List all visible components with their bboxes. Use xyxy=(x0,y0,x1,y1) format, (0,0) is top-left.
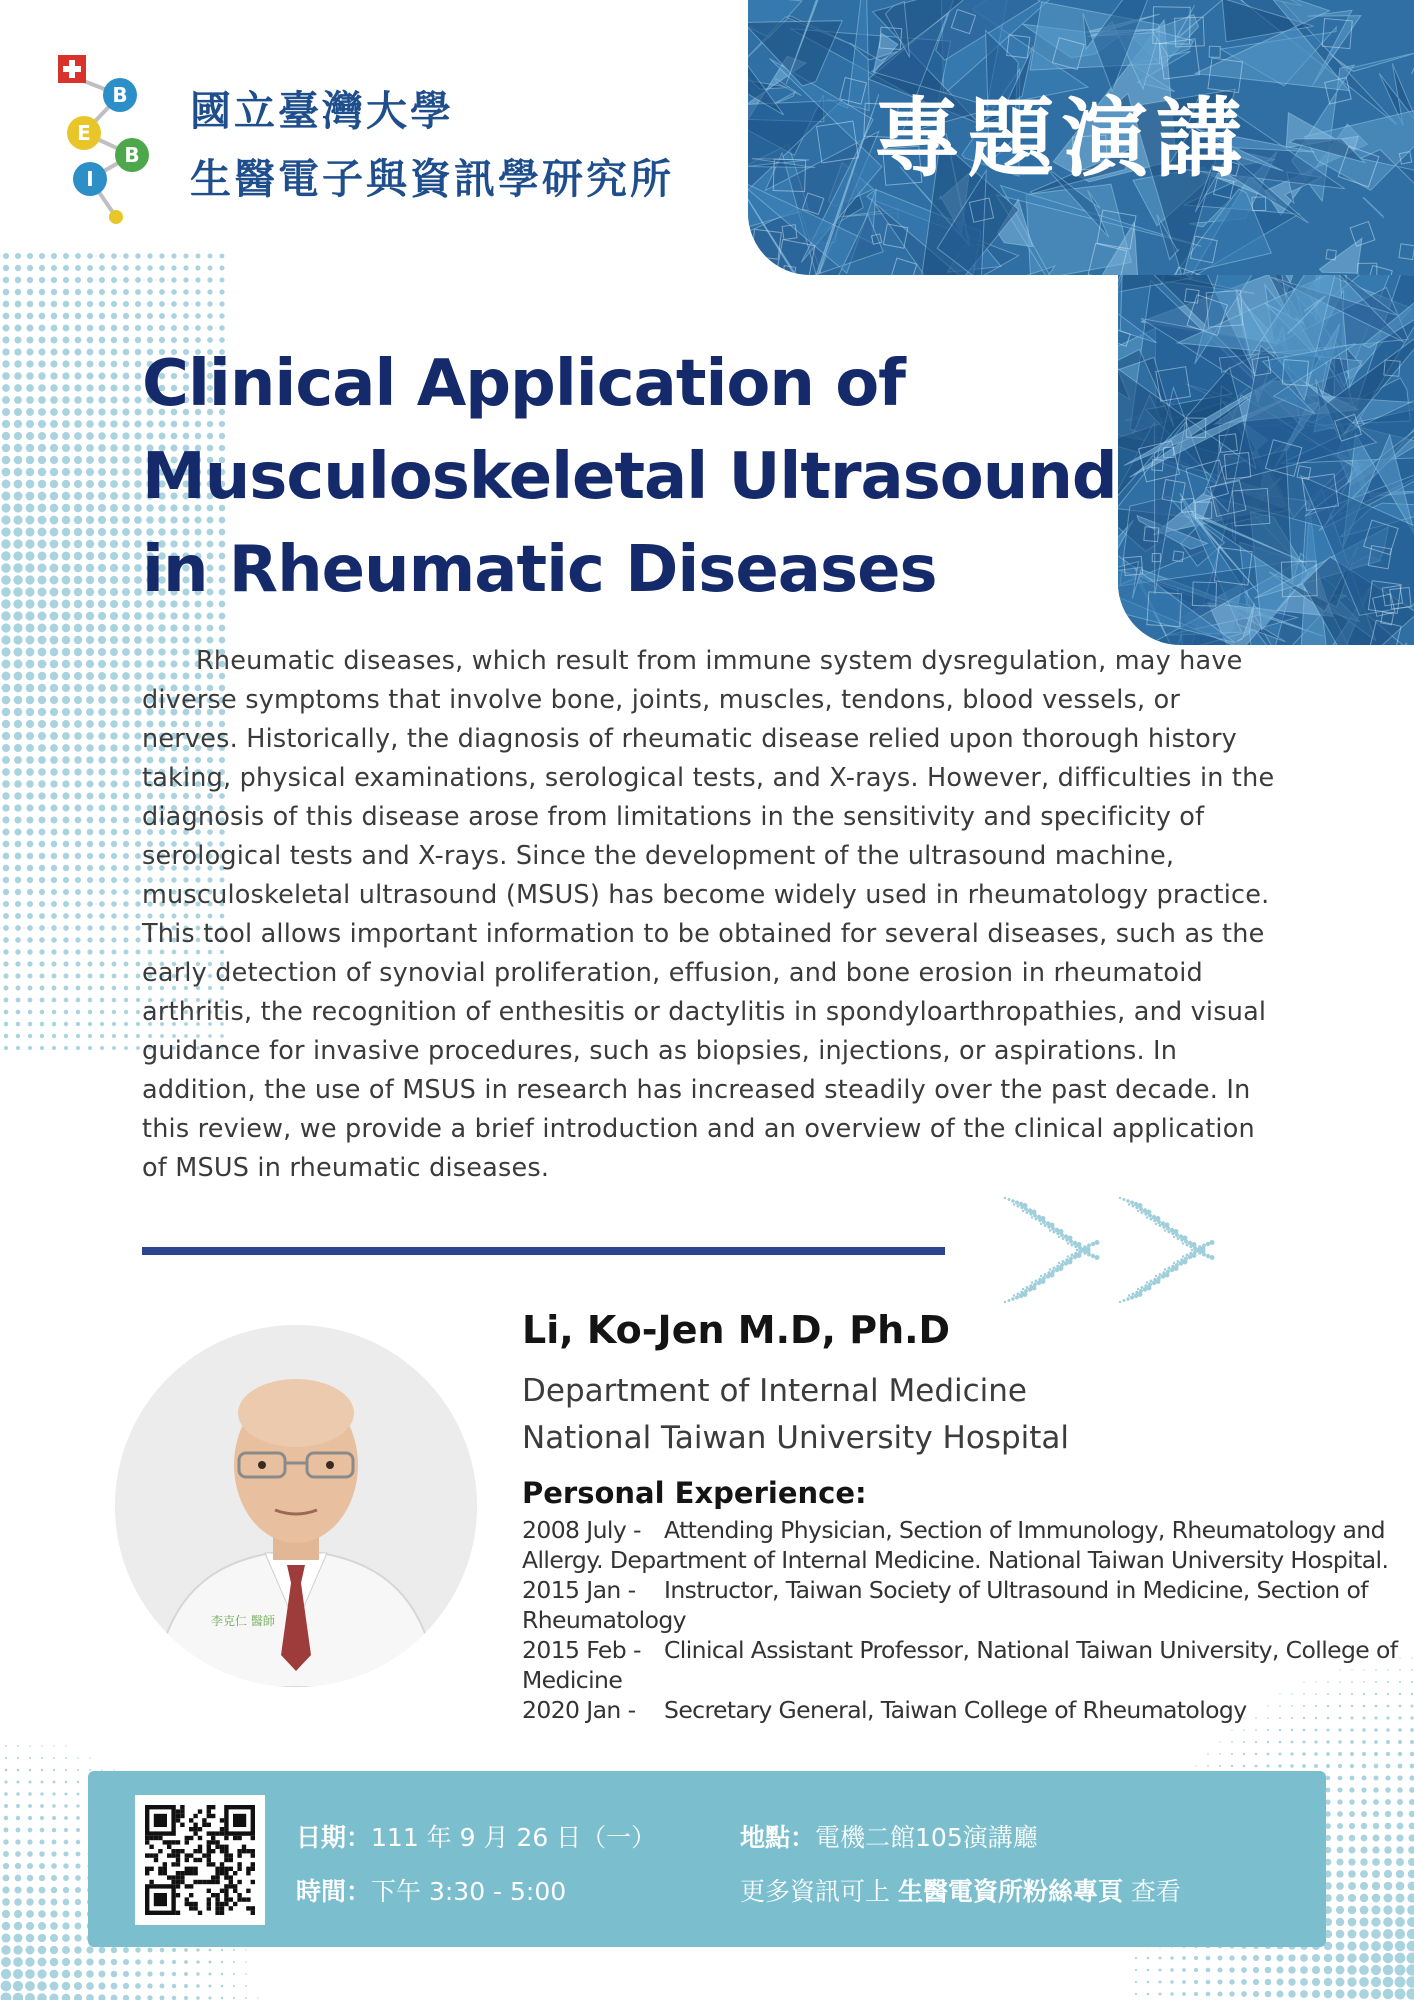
experience-item xyxy=(522,1515,1402,1575)
experience-text: Attending Physician, Section of Immunology, Rheumatology and Allergy. Department of Internal Medicine. National Taiwan University Hospital. xyxy=(522,1516,1389,1574)
speaker-name: Li, Ko-Jen M.D, Ph.D xyxy=(522,1308,951,1352)
experience-text: Secretary General, Taiwan College of Rheumatology xyxy=(664,1696,1247,1724)
talk-title: Clinical Application of Musculoskeletal Ultrasound in Rheumatic Diseases xyxy=(142,347,1117,607)
svg-text:B: B xyxy=(124,143,140,167)
date-value: 111 年 9 月 26 日（一） xyxy=(371,1823,657,1852)
qr-code[interactable] xyxy=(135,1795,265,1925)
event-date xyxy=(296,1818,656,1854)
experience-date: 2015 Jan - xyxy=(522,1576,636,1604)
experience-date: 2020 Jan - xyxy=(522,1696,636,1724)
experience-date: 2008 July - xyxy=(522,1516,641,1544)
chevron-arrows-decoration xyxy=(995,1190,1225,1310)
fanpage-link[interactable]: 生醫電資所粉絲專頁 xyxy=(897,1877,1123,1906)
section-divider xyxy=(142,1247,945,1255)
org-name-institute: 生醫電子與資訊學研究所 xyxy=(190,155,674,203)
svg-text:I: I xyxy=(86,167,94,191)
time-label: 時間： xyxy=(296,1877,372,1906)
speaker-portrait xyxy=(115,1325,477,1687)
banner-title: 專題演講 xyxy=(874,88,1250,189)
date-label: 日期： xyxy=(296,1823,372,1852)
svg-text:B: B xyxy=(112,83,128,107)
experience-item xyxy=(522,1695,1402,1725)
event-venue xyxy=(740,1818,1038,1854)
experience-text: Clinical Assistant Professor, National Taiwan University, College of Medicine xyxy=(522,1636,1398,1694)
abstract-blue-pattern xyxy=(1118,275,1414,645)
coat-embroidery-text: 李克仁 醫師 xyxy=(211,1614,275,1628)
talk-abstract: Rheumatic diseases, which result from immune system dysregulation, may have diverse symptoms that involve bone, joints, muscles, tendons, blood vessels, or nerves. Historically, the diagnosis of rheumatic disease relied upon thorough history taking, physical examinations, serological tests, and X-rays. However, difficulties in the diagnosis of this disease arose from limitations in the sensitivity and specificity of serological tests and X-rays. Since the development of the ultrasound machine, musculoskeletal ultrasound (MSUS) has become widely used in rheumatology practice. This tool allows important information to be obtained for several diseases, such as the early detection of synovial proliferation, effusion, and bone erosion in rheumatoid arthritis, the recognition of enthesitis or dactylitis in spondyloarthropathies, and visual guidance for invasive procedures, such as biopsies, injections, or aspirations. In addition, the use of MSUS in research has increased steadily over the past decade. In this review, we provide a brief introduction and an overview of the clinical application of MSUS in rheumatic diseases. xyxy=(142,646,1275,1183)
event-time xyxy=(296,1872,566,1908)
bebi-logo xyxy=(58,55,158,225)
experience-heading: Personal Experience: xyxy=(522,1476,867,1510)
venue-label: 地點： xyxy=(740,1823,816,1852)
venue-value: 電機二館105演講廳 xyxy=(815,1823,1038,1852)
experience-item xyxy=(522,1635,1402,1695)
svg-text:E: E xyxy=(77,121,91,145)
org-name-university: 國立臺灣大學 xyxy=(190,87,454,135)
event-info-bar xyxy=(88,1771,1326,1947)
experience-item xyxy=(522,1575,1402,1635)
banner-image-side xyxy=(1118,275,1414,645)
experience-text: Instructor, Taiwan Society of Ultrasound in Medicine, Section of Rheumatology xyxy=(522,1576,1368,1634)
experience-date: 2015 Feb - xyxy=(522,1636,641,1664)
speaker-hospital: National Taiwan University Hospital xyxy=(522,1420,1070,1456)
more-info-prefix: 更多資訊可上 xyxy=(740,1877,898,1906)
experience-list xyxy=(522,1515,1402,1725)
more-info-suffix: 查看 xyxy=(1122,1877,1181,1906)
speaker-photo xyxy=(115,1325,477,1687)
speaker-department: Department of Internal Medicine xyxy=(522,1373,1027,1409)
more-info-line xyxy=(740,1872,1181,1908)
time-value: 下午 3:30 - 5:00 xyxy=(371,1877,567,1906)
